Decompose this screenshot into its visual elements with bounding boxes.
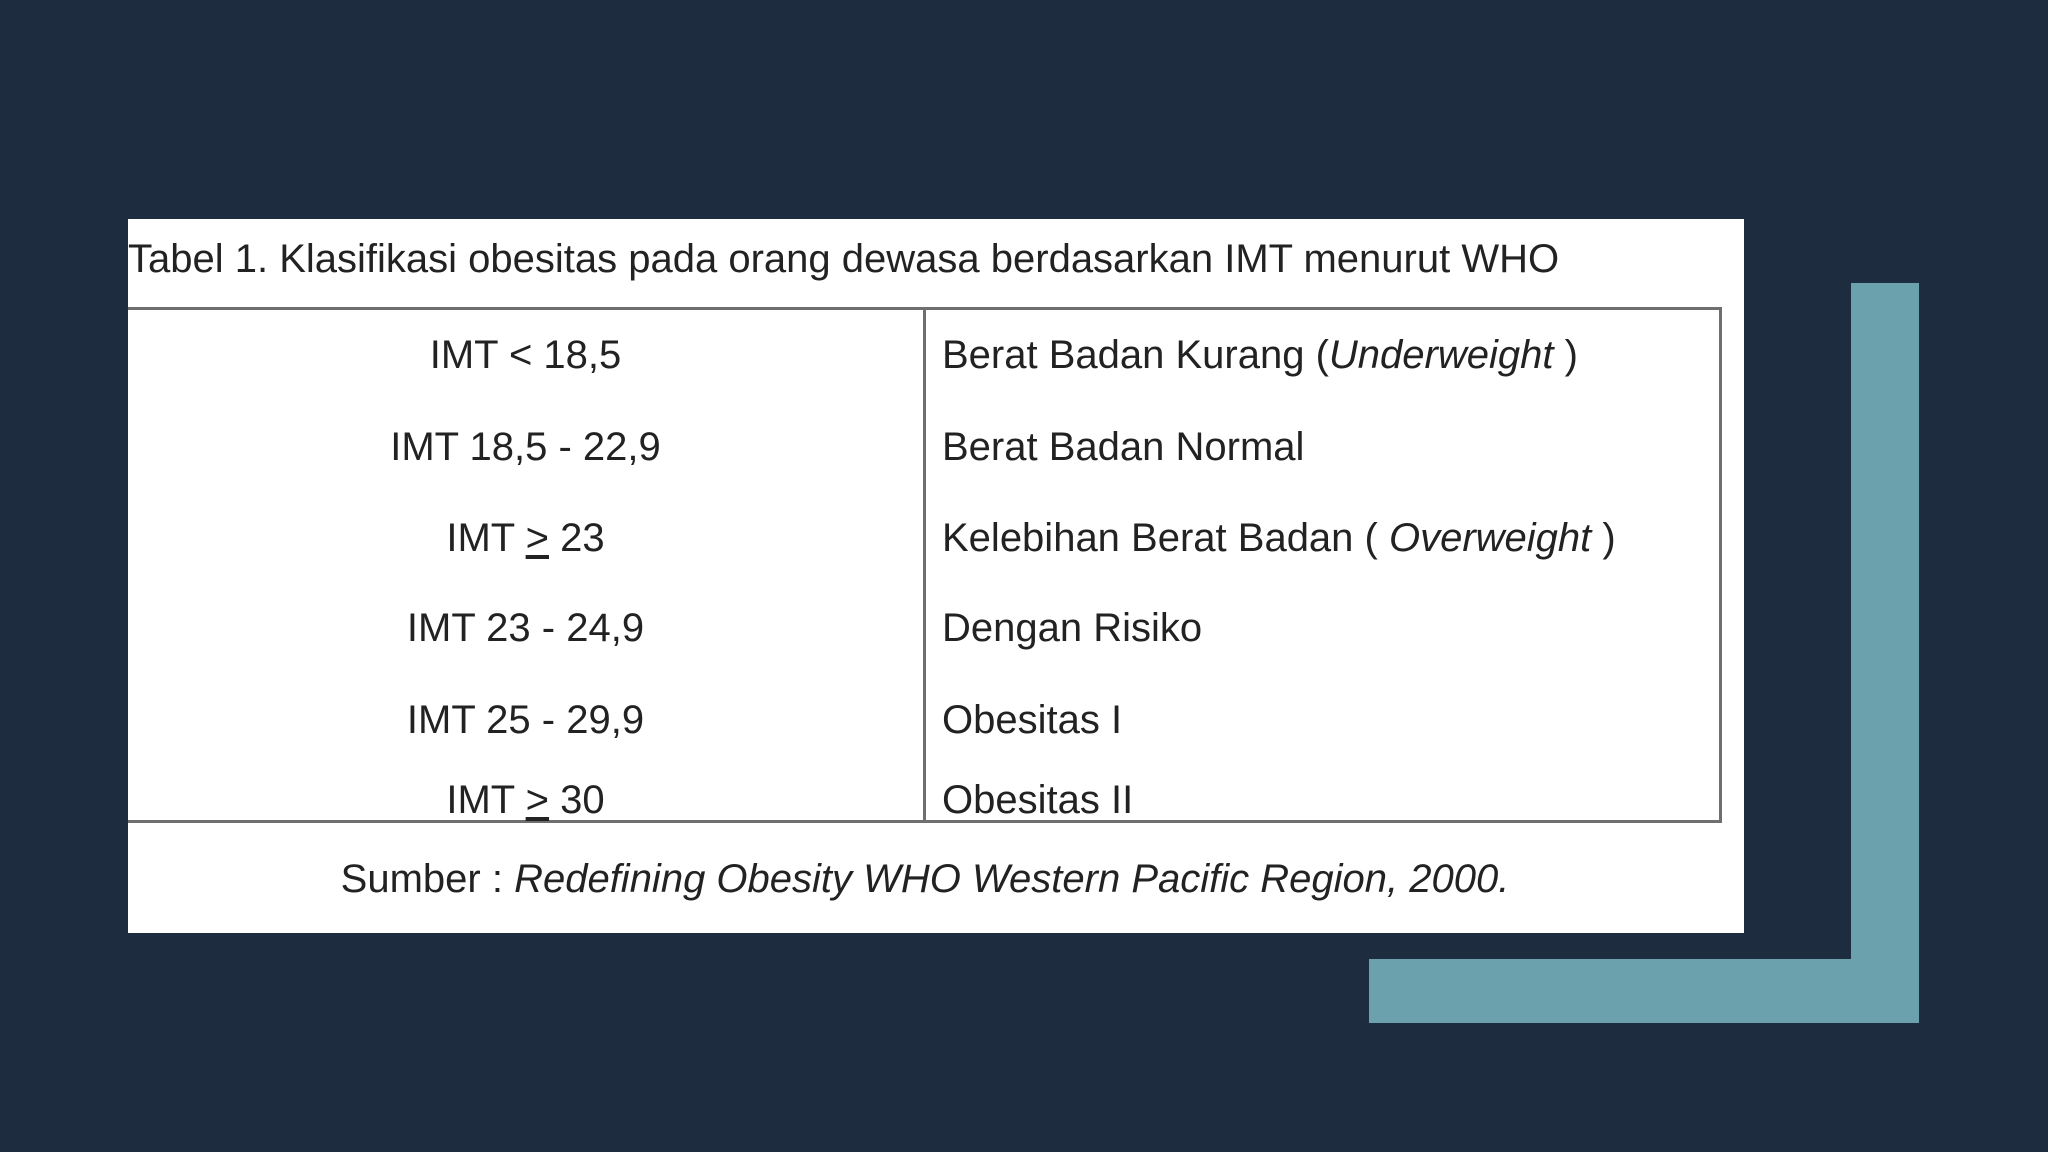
accent-bar-horizontal bbox=[1369, 959, 1919, 1023]
classification-cell: Obesitas II bbox=[942, 778, 1134, 822]
table-row bbox=[128, 675, 1719, 765]
greater-equal-symbol: > bbox=[525, 778, 549, 822]
imt-range-cell: IMT 18,5 - 22,9 bbox=[390, 425, 661, 469]
classification-cell: Berat Badan Kurang (Underweight ) bbox=[942, 333, 1578, 377]
imt-range-cell: IMT 23 - 24,9 bbox=[406, 606, 645, 650]
table-row bbox=[128, 755, 1719, 845]
imt-range-cell: IMT < 18,5 bbox=[429, 333, 622, 377]
imt-range-cell: IMT > 23 bbox=[446, 516, 605, 560]
table-caption: Tabel 1. Klasifikasi obesitas pada orang dewasa berdasarkan IMT menurut WHO bbox=[128, 237, 1560, 281]
classification-cell: Obesitas I bbox=[942, 698, 1123, 742]
table-row bbox=[128, 310, 1719, 400]
table-card bbox=[128, 219, 1744, 933]
table-row bbox=[128, 493, 1719, 583]
source-label: Sumber : bbox=[340, 857, 515, 901]
table-row bbox=[128, 402, 1719, 492]
classification-cell: Dengan Risiko bbox=[942, 606, 1203, 650]
table-row bbox=[128, 583, 1719, 673]
imt-range-cell: IMT 25 - 29,9 bbox=[406, 698, 645, 742]
classification-cell: Berat Badan Normal bbox=[942, 425, 1305, 469]
source-citation: Redefining Obesity WHO Western Pacific Region, 2000. bbox=[514, 857, 1510, 901]
classification-table bbox=[128, 307, 1722, 823]
table-source bbox=[128, 849, 1722, 909]
classification-cell: Kelebihan Berat Badan ( Overweight ) bbox=[942, 516, 1616, 560]
greater-equal-symbol: > bbox=[525, 516, 549, 560]
imt-range-cell: IMT > 30 bbox=[446, 778, 605, 822]
accent-bar-vertical bbox=[1851, 283, 1919, 1023]
